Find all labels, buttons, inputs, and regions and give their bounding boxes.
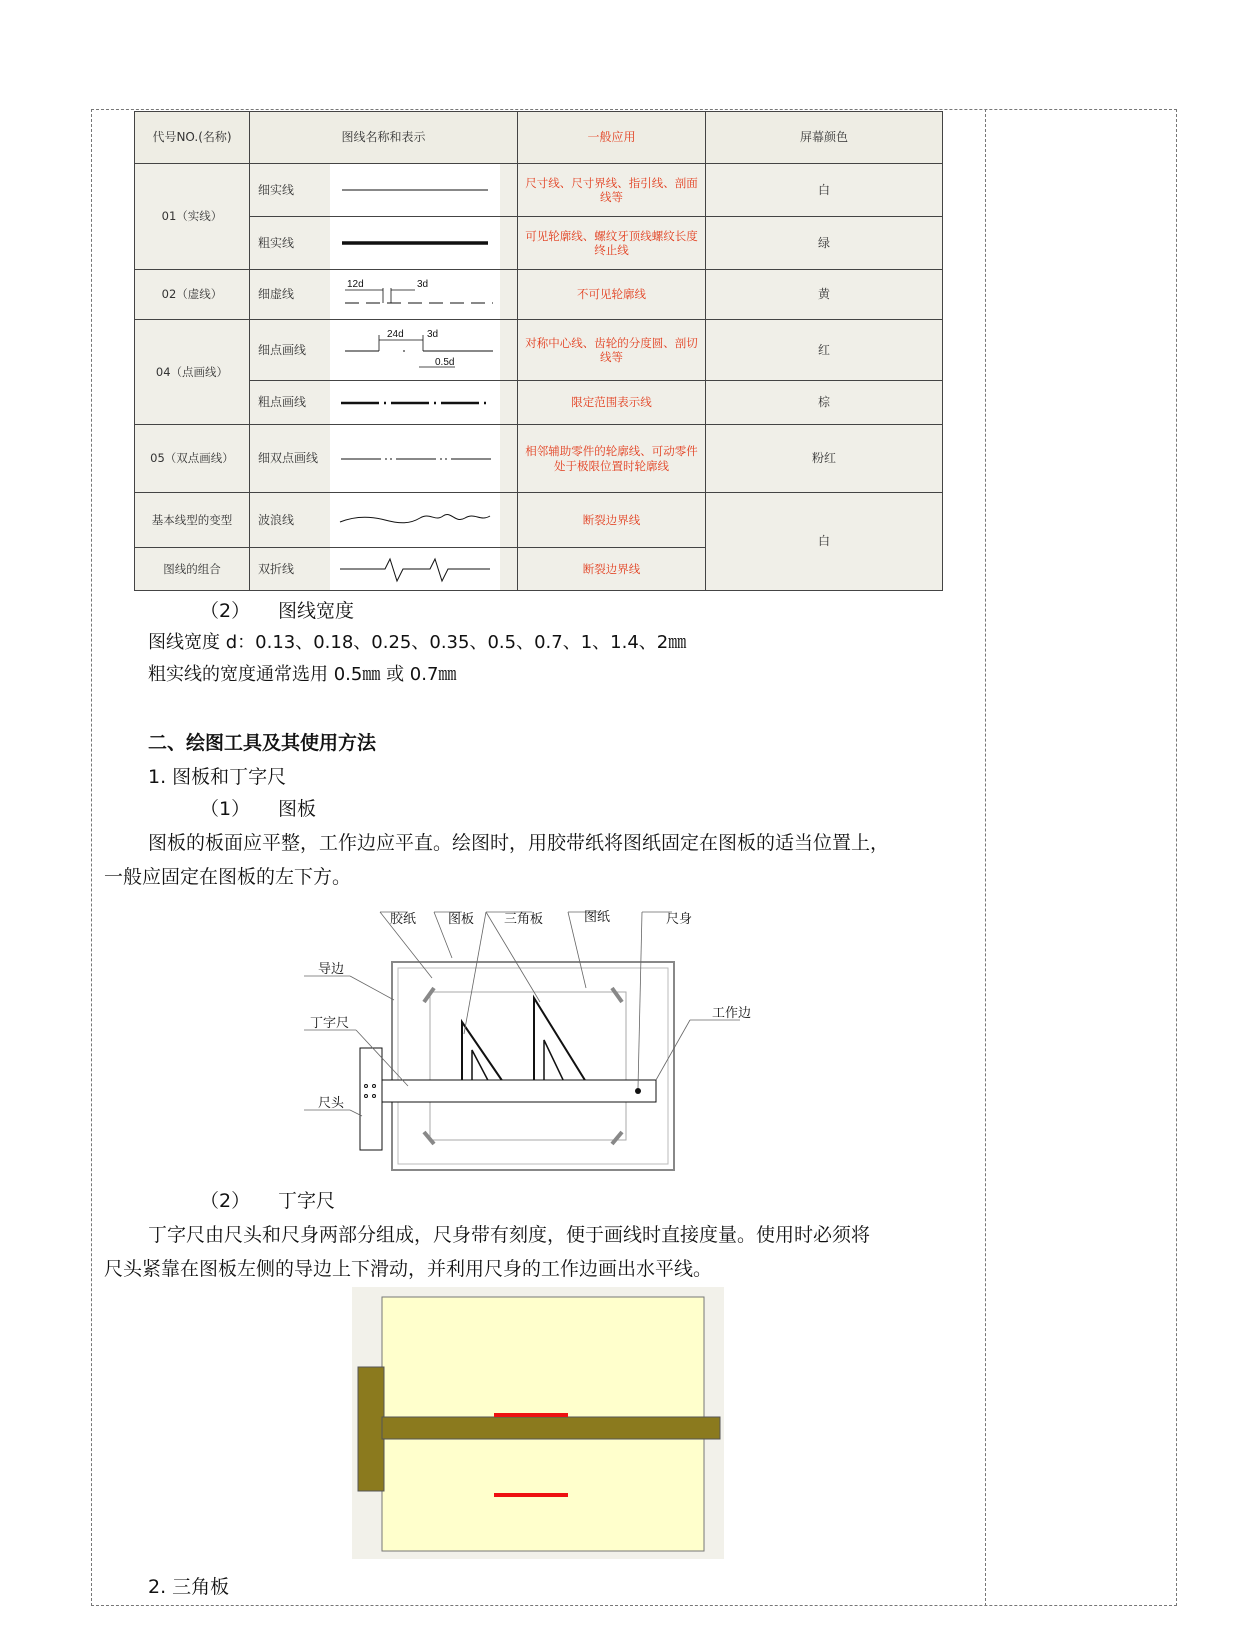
table-row: [135, 217, 943, 270]
name-cell: [250, 320, 518, 381]
name-cell: [250, 381, 518, 425]
label-triangle: 三角板: [504, 912, 544, 927]
drawing-board-figure: [300, 900, 780, 1180]
code-cell: 图线的组合: [135, 548, 250, 591]
name-cell: [250, 425, 518, 493]
subheading-number: （2）: [200, 1190, 251, 1212]
header-usage: 一般应用: [518, 112, 706, 164]
subheading-number: （2）: [200, 600, 251, 622]
header-color: 屏幕颜色: [706, 112, 943, 164]
paragraph: 尺头紧靠在图板左侧的导边上下滑动，并利用尺身的工作边画出水平线。: [104, 1258, 713, 1280]
line-sample-thin-chain: [330, 320, 500, 380]
line-name: 细点画线: [258, 342, 307, 357]
usage-cell: 尺寸线、尺寸界线、指引线、剖面线等: [518, 164, 706, 217]
color-cell: 粉红: [706, 425, 943, 493]
section-title: 二、绘图工具及其使用方法: [148, 732, 377, 754]
name-cell: [250, 548, 518, 591]
subheading: 图线宽度: [278, 600, 355, 622]
t-square-figure: [352, 1287, 724, 1559]
label-guide-edge: 导边: [318, 962, 345, 977]
usage-cell: 对称中心线、齿轮的分度圆、剖切线等: [518, 320, 706, 381]
dim-label: 0.5d: [435, 357, 455, 368]
item-heading: 2. 三角板: [148, 1576, 230, 1598]
name-cell: [250, 164, 518, 217]
code-cell: 01（实线）: [135, 164, 250, 270]
color-cell: 黄: [706, 270, 943, 320]
usage-cell: 断裂边界线: [518, 548, 706, 591]
table-header-row: [135, 112, 943, 164]
line-name: 波浪线: [258, 512, 295, 527]
line-sample-thin-solid: [330, 164, 500, 216]
code-cell: 05（双点画线）: [135, 425, 250, 493]
paragraph: 一般应固定在图板的左下方。: [104, 866, 352, 888]
line-sample-double-chain: [330, 425, 500, 492]
table-row: [135, 493, 943, 548]
usage-cell: 不可见轮廓线: [518, 270, 706, 320]
item-heading: 1. 图板和丁字尺: [148, 766, 287, 788]
label-board: 图板: [448, 912, 475, 927]
t-square-illustration: [352, 1287, 724, 1559]
subheading-number: （1）: [200, 798, 251, 820]
label-head: 尺头: [318, 1096, 345, 1111]
color-cell: 红: [706, 320, 943, 381]
dim-label: 3d: [417, 278, 429, 290]
table-row: [135, 270, 943, 320]
usage-cell: 相邻辅助零件的轮廓线、可动零件处于极限位置时轮廓线: [518, 425, 706, 493]
usage-cell: 可见轮廓线、螺纹牙顶线螺纹长度终止线: [518, 217, 706, 270]
label-working-edge: 工作边: [712, 1006, 752, 1021]
code-cell: 04（点画线）: [135, 320, 250, 425]
label-paper: 图纸: [584, 910, 611, 925]
usage-cell: 限定范围表示线: [518, 381, 706, 425]
code-cell: 02（虚线）: [135, 270, 250, 320]
subheading: 图板: [278, 798, 317, 820]
color-cell: 棕: [706, 381, 943, 425]
table-row: [135, 381, 943, 425]
table-row: [135, 320, 943, 381]
paragraph: 图板的板面应平整，工作边应平直。绘图时，用胶带纸将图纸固定在图板的适当位置上，: [148, 832, 890, 854]
name-cell: [250, 270, 518, 320]
code-cell: 基本线型的变型: [135, 493, 250, 548]
line-name: 细虚线: [258, 287, 295, 301]
name-cell: [250, 493, 518, 548]
line-name: 粗点画线: [258, 395, 307, 409]
table-row: [135, 425, 943, 493]
usage-cell: 断裂边界线: [518, 493, 706, 548]
header-name: 图线名称和表示: [250, 112, 518, 164]
line-sample-zigzag: [330, 548, 500, 590]
header-code: 代号NO.(名称): [135, 112, 250, 164]
label-tape: 胶纸: [390, 912, 417, 927]
label-blade: 尺身: [666, 912, 693, 927]
color-cell: 绿: [706, 217, 943, 270]
line-type-table: [134, 111, 943, 591]
table-row: [135, 164, 943, 217]
name-cell: [250, 217, 518, 270]
dim-label: 24d: [387, 329, 404, 340]
label-t-square: 丁字尺: [310, 1016, 350, 1031]
subheading: 丁字尺: [278, 1190, 336, 1212]
line-name: 细双点画线: [258, 451, 319, 465]
color-cell: 白: [706, 164, 943, 217]
paragraph: 粗实线的宽度通常选用 0.5㎜ 或 0.7㎜: [148, 664, 457, 685]
paragraph: 丁字尺由尺头和尺身两部分组成，尺身带有刻度，便于画线时直接度量。使用时必须将: [148, 1224, 871, 1246]
line-name: 粗实线: [258, 235, 295, 250]
line-sample-thick-solid: [330, 217, 500, 269]
drawing-board-diagram: [300, 900, 780, 1180]
line-sample-thick-chain: [330, 381, 500, 424]
line-name: 细实线: [258, 182, 295, 197]
column-divider: [985, 109, 986, 1606]
line-sample-wavy: [330, 493, 500, 547]
line-sample-dashed: [330, 270, 500, 319]
dim-label: 12d: [347, 278, 364, 290]
color-cell: 白: [706, 493, 943, 591]
line-name: 双折线: [258, 561, 295, 576]
paragraph: 图线宽度 d：0.13、0.18、0.25、0.35、0.5、0.7、1、1.4、2㎜: [148, 632, 687, 653]
dim-label: 3d: [427, 329, 439, 340]
